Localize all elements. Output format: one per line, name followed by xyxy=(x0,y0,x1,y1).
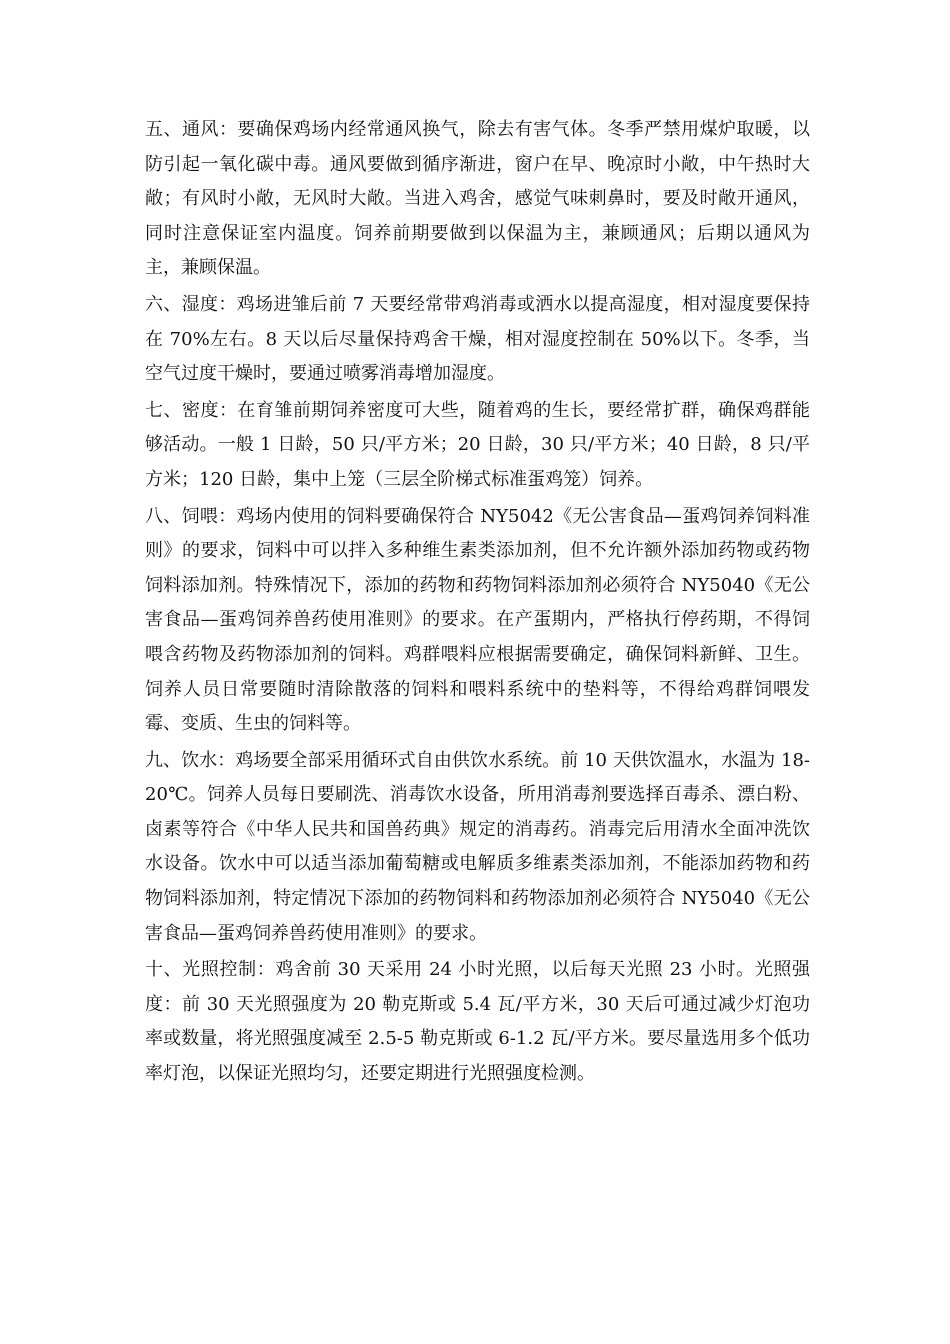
section-density: 七、密度：在育雏前期饲养密度可大些，随着鸡的生长，要经常扩群，确保鸡群能够活动。一般 1 日龄，50 只/平方米；20 日龄，30 只/平方米；40 日龄，8 只/平方米；120 日龄，集中上笼（三层全阶梯式标准蛋鸡笼）饲养。 xyxy=(145,399,810,490)
section-humidity: 六、湿度：鸡场进雏后前 7 天要经常带鸡消毒或洒水以提高湿度，相对湿度要保持在 70%左右。8 天以后尽量保持鸡舍干燥，相对湿度控制在 50%以下。冬季，当空气过度干燥时，要通过喷雾消毒增加湿度。 xyxy=(145,293,810,385)
section-ventilation: 五、通风：要确保鸡场内经常通风换气，除去有害气体。冬季严禁用煤炉取暖，以防引起一氧化碳中毒。通风要做到循序渐进，窗户在早、晚凉时小敞，中午热时大敞；有风时小敞，无风时大敞。当进入鸡舍，感觉气味刺鼻时，要及时敞开通风，同时注意保证室内温度。饲养前期要做到以保温为主，兼顾通风；后期以通风为主，兼顾保温。 xyxy=(145,119,810,279)
section-lighting-control: 十、光照控制：鸡舍前 30 天采用 24 小时光照，以后每天光照 23 小时。光照强度：前 30 天光照强度为 20 勒克斯或 5.4 瓦/平方米，30 天后可通过减少灯泡功率或数量，将光照强度减至 2.5-5 勒克斯或 6-1.2 瓦/平方米。要尽量选用多个低功率灯泡，以保证光照均匀，还要定期进行光照强度检测。 xyxy=(145,959,810,1085)
section-feeding: 八、饲喂：鸡场内使用的饲料要确保符合 NY5042《无公害食品—蛋鸡饲养饲料准则》的要求，饲料中可以拌入多种维生素类添加剂，但不允许额外添加药物或药物饲料添加剂。特殊情况下，添加的药物和药物饲料添加剂必须符合 NY5040《无公害食品—蛋鸡饲养兽药使用准则》的要求。在产蛋期内，严格执行停药期，不得饲喂含药物及药物添加剂的饲料。鸡群喂料应根据需要确定，确保饲料新鲜、卫生。饲养人员日常要随时清除散落的饲料和喂料系统中的垫料等，不得给鸡群饲喂发霉、变质、生虫的饲料等。 xyxy=(145,505,810,735)
section-drinking-water: 九、饮水：鸡场要全部采用循环式自由供饮水系统。前 10 天供饮温水，水温为 18-20℃。饲养人员每日要刷洗、消毒饮水设备，所用消毒剂要选择百毒杀、漂白粉、卤素等符合《中华人民共和国兽药典》规定的消毒药。消毒完后用清水全面冲洗饮水设备。饮水中可以适当添加葡萄糖或电解质多维素类添加剂，不能添加药物和药物饲料添加剂，特定情况下添加的药物饲料和药物添加剂必须符合 NY5040《无公害食品—蛋鸡饲养兽药使用准则》的要求。 xyxy=(145,749,810,944)
document-body xyxy=(145,113,810,1094)
